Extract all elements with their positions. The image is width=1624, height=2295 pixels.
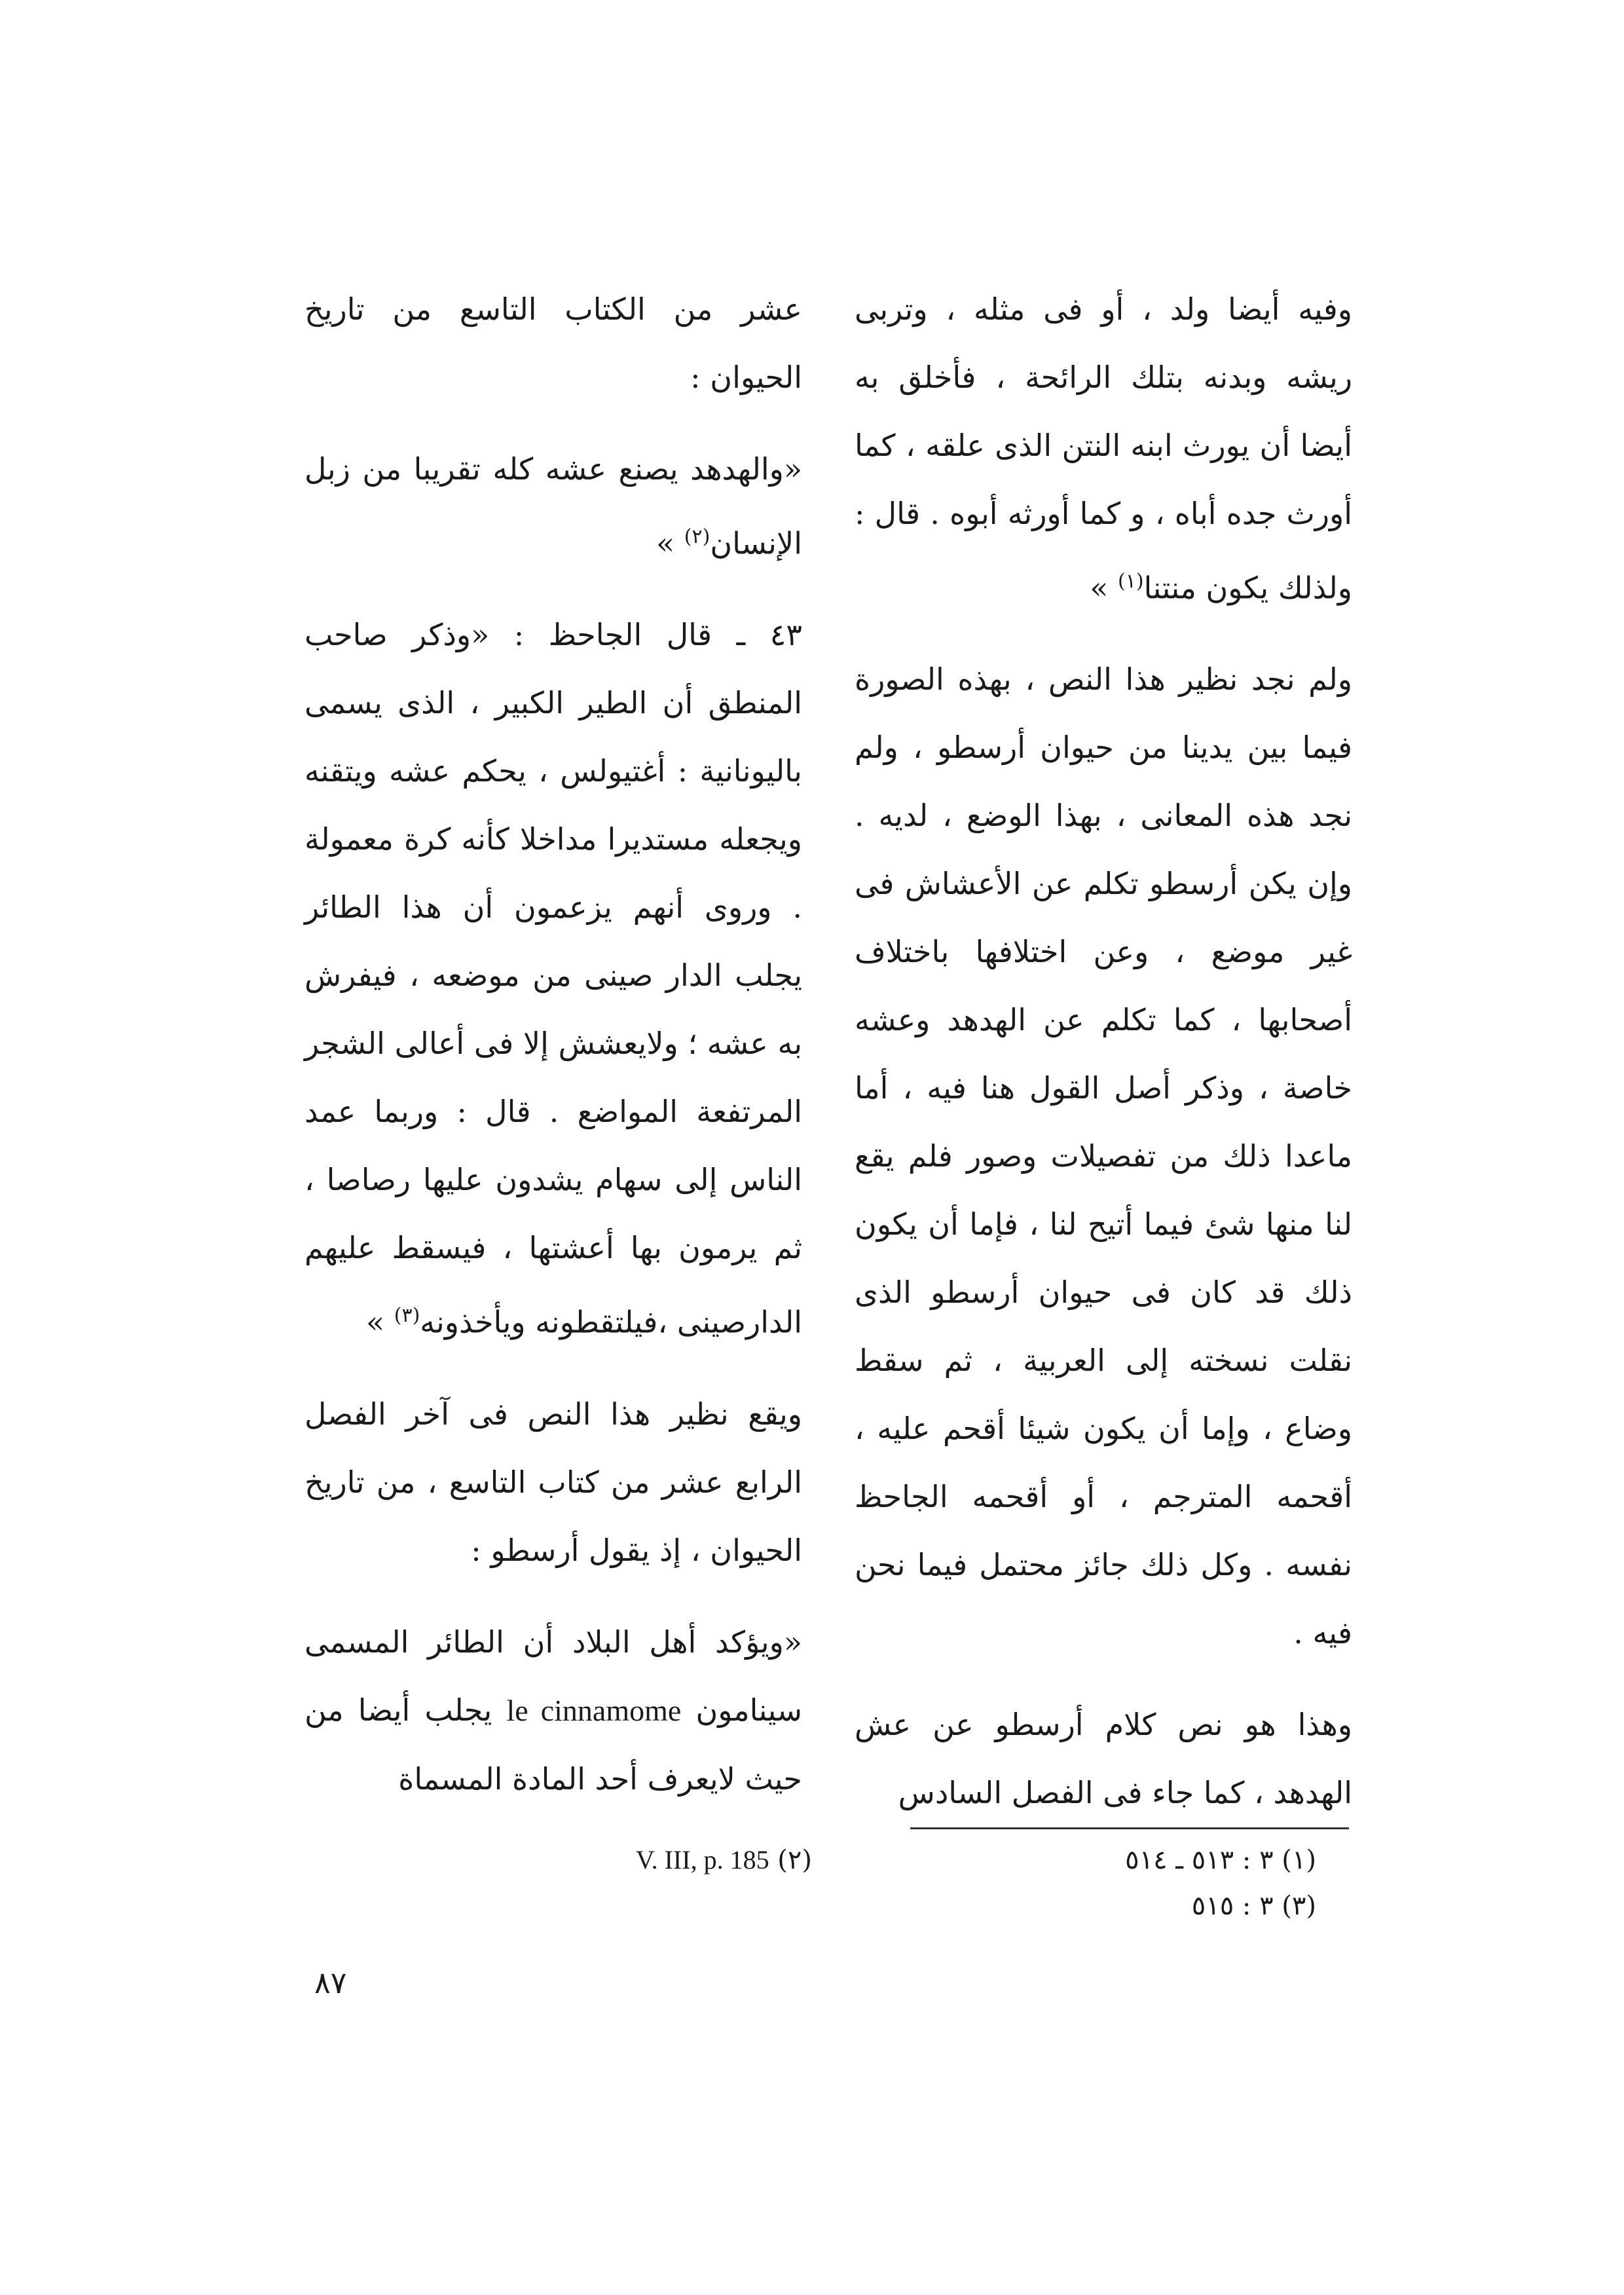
left-paragraph-4: ويقع نظير هذا النص فى آخر الفصل الرابع عشر من كتاب التاسع ، من تاريخ الحيوان ، إذ يقول أرسطو : [304,1396,802,1568]
footnotes-left [498,1837,812,1883]
left-paragraph-2: «والهدهد يصنع عشه كله تقريبا من زبل الإنسان$^{(٢)}$ » [304,451,802,561]
right-paragraph-3: وهذا هو نص كلام أرسطو عن عش الهدهد ، كما جاء فى الفصل السادس [855,1707,1352,1811]
footnote-marker: (٣) [394,1304,420,1328]
right-paragraph-1: وفيه أيضا ولد ، أو فى مثله ، وتربى ريشه وبدنه بتلك الرائحة ، فأخلق به أيضا أن يورث ابنه النتن الذى علقه ، كما أورث جده أباه ، و كما أورثه أبوه . قال : ولذلك يكون منتنا$^{(١)}$ » [855,291,1352,606]
right-paragraph-2: ولم نجد نظير هذا النص ، بهذه الصورة فيما بين يدينا من حيوان أرسطو ، ولم نجد هذه المعانى ، بهذا الوضع ، لديه . وإن يكن أرسطو تكلم عن الأعشاش فى غير موضع ، وعن اختلافها باختلاف أصحابها ، كما تكلم عن الهدهد وعشه خاصة ، وذكر أصل القول هنا فيه ، أما ماعدا ذلك من تفصيلات وصور فلم يقع لنا منها شئ فيما أتيح لنا ، فإما أن يكون ذلك قد كان فى حيوان أرسطو الذى نقلت نسخته إلى العربية ، ثم سقط وضاع ، وإما أن يكون شيئا أقحم عليه ، أقحمه المترجم ، أو أقحمه الجاحظ نفسه . وكل ذلك جائز محتمل فيما نحن فيه . [855,662,1352,1651]
left-paragraph-3: ٤٣ ـ قال الجاحظ : «وذكر صاحب المنطق أن الطير الكبير ، الذى يسمى باليونانية : أغتيولس ، يحكم عشه ويتقنه ويجعله مستديرا مداخلا كأنه كرة معمولة . وروى أنهم يزعمون أن هذا الطائر يجلب الدار صينى من موضعه ، فيفرش به عشه ؛ ولايعشش إلا فى أعالى الشجر المرتفعة المواضع . قال : وربما عمد الناس إلى سهام يشدون عليها رصاصا ، ثم يرمون بها أعشتها ، فيسقط عليهم الدارصينى ،فيلتقطونه ويأخذونه$^{(٣)}$ » [304,617,802,1340]
latin-term: le cinnamome [506,1693,682,1727]
footnote-marker: (١) [1117,570,1144,593]
footnote-marker: (٢) [684,525,710,548]
left-paragraph-1: عشر من الكتاب التاسع من تاريخ الحيوان : [304,291,802,395]
footnote-divider [910,1827,1349,1829]
footnote-3: (٣) ٣ : ٥١٥ [1191,1891,1316,1921]
page-number: ٨٧ [314,1965,347,2000]
footnote-1: (١) ٣ : ٥١٣ ـ ٥١٤ [1125,1845,1316,1875]
footnote-2: (٢) V. III, p. 185 [635,1845,812,1875]
right-column [855,275,1352,1844]
footnotes-right [917,1837,1316,1929]
left-paragraph-5: «ويؤكد أهل البلاد أن الطائر المسمى سينامون le cinnamome يجلب أيضا من حيث لايعرف أحد المادة المسماة [304,1624,802,1797]
left-column [304,275,802,1830]
